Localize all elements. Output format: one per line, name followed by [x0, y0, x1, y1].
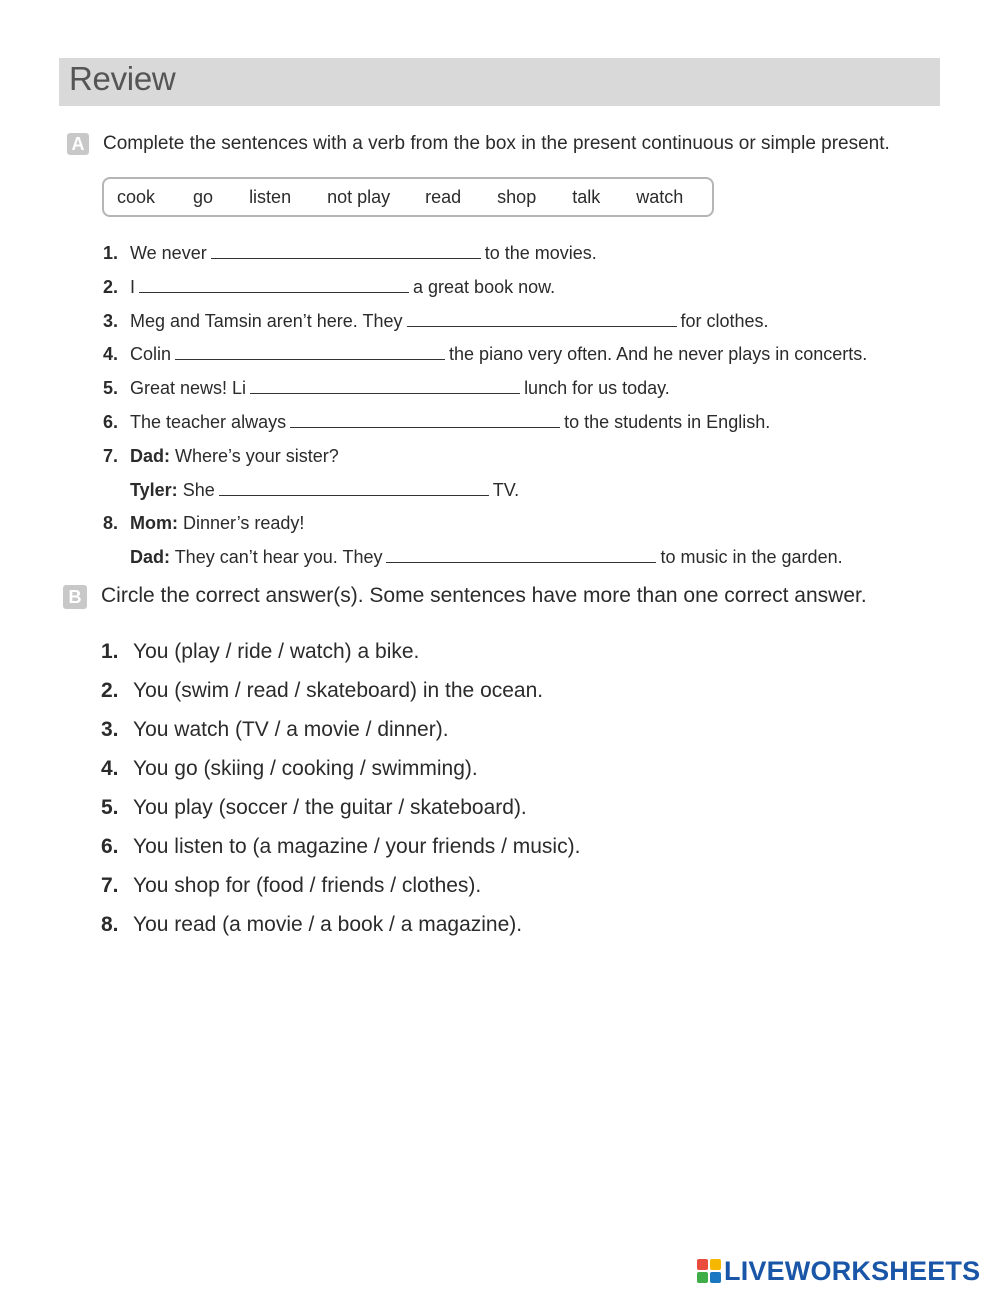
item-number: 1. [101, 640, 119, 663]
exercise-a-item-3 [103, 311, 769, 332]
item-number: 7. [103, 446, 119, 466]
exercise-a-item-7-reply [130, 480, 519, 501]
item-number: 6. [103, 412, 119, 432]
choice-sentence[interactable]: You shop for (food / friends / clothes). [133, 874, 482, 897]
item-number: 5. [101, 796, 119, 819]
word-box [102, 177, 714, 217]
item-number: 4. [101, 757, 119, 780]
logo-blocks-icon [697, 1259, 721, 1283]
choice-sentence[interactable]: You watch (TV / a movie / dinner). [133, 718, 449, 741]
answer-blank[interactable] [386, 562, 656, 563]
item-number: 2. [103, 277, 119, 297]
exercise-b-item-6[interactable] [101, 835, 580, 859]
word-box-item: go [193, 186, 214, 207]
exercise-a-item-8 [103, 513, 304, 534]
item-number: 3. [103, 311, 119, 331]
word-box-item: read [425, 186, 462, 207]
choice-sentence[interactable]: You read (a movie / a book / a magazine). [133, 913, 523, 936]
logo-block-icon [697, 1272, 708, 1283]
item-number: 4. [103, 344, 119, 364]
sentence-end: lunch for us today. [524, 378, 670, 398]
word-box-item: watch [636, 186, 684, 207]
item-number: 8. [101, 913, 119, 936]
item-number: 1. [103, 243, 119, 263]
answer-blank[interactable] [211, 258, 481, 259]
choice-sentence[interactable]: You play (soccer / the guitar / skateboard). [133, 796, 527, 819]
review-header [59, 58, 940, 106]
exercise-a-item-4 [103, 344, 867, 365]
word-box-item: cook [117, 186, 156, 207]
item-number: 5. [103, 378, 119, 398]
exercise-b-item-8[interactable] [101, 913, 522, 937]
dialogue-line: Dinner’s ready! [183, 513, 305, 533]
section-a-badge: A [67, 133, 89, 155]
choice-sentence[interactable]: You go (skiing / cooking / swimming). [133, 757, 478, 780]
sentence-start: Great news! Li [130, 378, 247, 398]
exercise-a-item-8-reply [130, 547, 843, 568]
exercise-a-item-6 [103, 412, 770, 433]
page-title: Review [69, 60, 176, 97]
sentence-start: Colin [130, 344, 172, 364]
exercise-b-item-1[interactable] [101, 640, 419, 664]
answer-blank[interactable] [139, 292, 409, 293]
dialogue-line: Where’s your sister? [175, 446, 339, 466]
answer-blank[interactable] [407, 326, 677, 327]
sentence-end: a great book now. [413, 277, 556, 297]
exercise-a-item-7 [103, 446, 339, 467]
sentence-start: I [130, 277, 136, 297]
logo-block-icon [710, 1272, 721, 1283]
sentence-end: to the students in English. [564, 412, 771, 432]
exercise-b-item-3[interactable] [101, 718, 449, 742]
choice-sentence[interactable]: You listen to (a magazine / your friends / music). [133, 835, 581, 858]
exercise-b-item-5[interactable] [101, 796, 527, 820]
item-number: 7. [101, 874, 119, 897]
logo-text: LIVEWORKSHEETS [724, 1255, 981, 1286]
speaker-label: Dad: [130, 547, 170, 567]
sentence-start: We never [130, 243, 207, 263]
liveworksheets-logo [697, 1256, 980, 1286]
sentence-start: She [182, 480, 215, 500]
sentence-end: for clothes. [680, 311, 769, 331]
speaker-label: Dad: [130, 446, 170, 466]
sentence-end: to music in the garden. [660, 547, 843, 567]
item-number: 3. [101, 718, 119, 741]
word-box-item: not play [327, 186, 391, 207]
choice-sentence[interactable]: You (play / ride / watch) a bike. [133, 640, 420, 663]
choice-sentence[interactable]: You (swim / read / skateboard) in the ocean. [133, 679, 544, 702]
sentence-start: They can’t hear you. They [174, 547, 383, 567]
exercise-b-item-2[interactable] [101, 679, 543, 703]
answer-blank[interactable] [250, 393, 520, 394]
sentence-end: the piano very often. And he never plays in concerts. [449, 344, 868, 364]
sentence-start: Meg and Tamsin aren’t here. They [130, 311, 403, 331]
item-number: 8. [103, 513, 119, 533]
word-box-item: talk [572, 186, 601, 207]
section-b-badge: B [63, 585, 87, 609]
sentence-end: TV. [492, 480, 520, 500]
exercise-a-item-2 [103, 277, 555, 298]
logo-block-icon [697, 1259, 708, 1270]
sentence-start: The teacher always [130, 412, 287, 432]
word-box-item: shop [497, 186, 537, 207]
exercise-b-item-4[interactable] [101, 757, 478, 781]
exercise-a-item-1 [103, 243, 597, 264]
sentence-end: to the movies. [484, 243, 597, 263]
item-number: 2. [101, 679, 119, 702]
exercise-a-item-5 [103, 378, 670, 399]
word-box-item: listen [249, 186, 292, 207]
speaker-label: Tyler: [130, 480, 178, 500]
answer-blank[interactable] [175, 359, 445, 360]
answer-blank[interactable] [219, 495, 489, 496]
item-number: 6. [101, 835, 119, 858]
section-b-instruction: Circle the correct answer(s). Some sentences have more than one correct answer. [101, 584, 867, 607]
speaker-label: Mom: [130, 513, 178, 533]
answer-blank[interactable] [290, 427, 560, 428]
exercise-b-item-7[interactable] [101, 874, 481, 898]
section-a-instruction: Complete the sentences with a verb from the box in the present continuous or simple present. [103, 133, 890, 154]
logo-block-icon [710, 1259, 721, 1270]
